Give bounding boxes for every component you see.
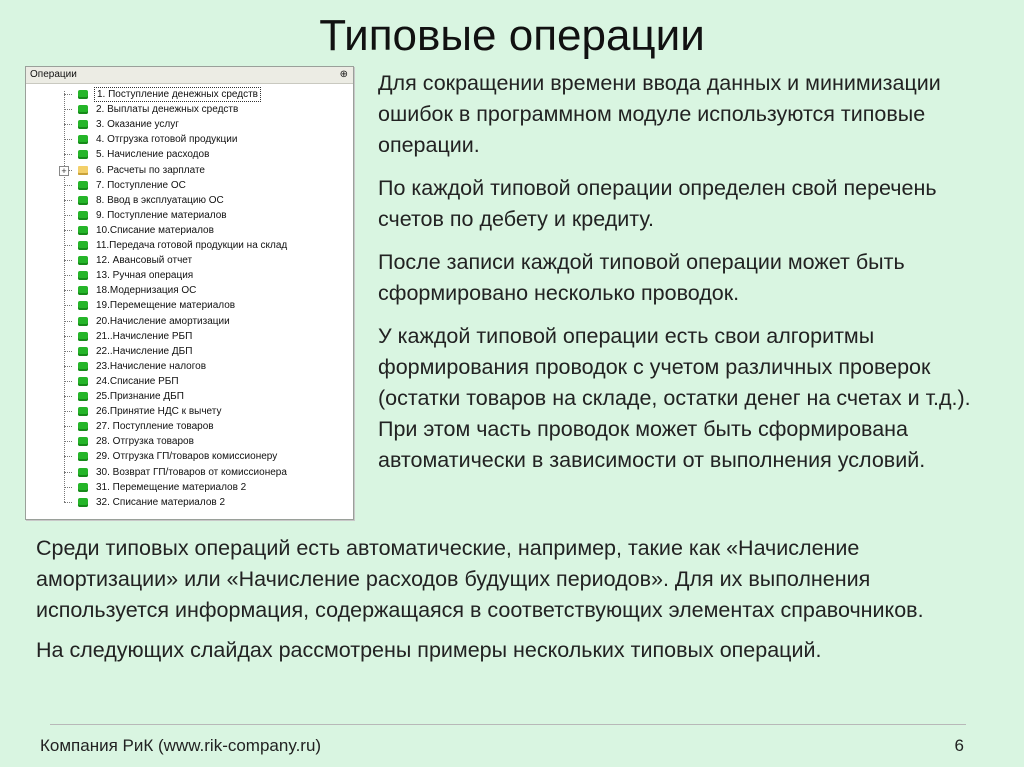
tree-connector [64,351,72,352]
pin-icon[interactable]: ⊕ [339,69,348,80]
operation-icon [78,135,88,144]
operation-icon [78,498,88,507]
tree-connector [64,200,72,201]
operation-icon [78,483,88,492]
panel-header [26,67,353,84]
tree-item[interactable] [26,102,346,117]
tree-item[interactable] [26,268,346,283]
operation-icon [78,332,88,341]
footer-company: Компания РиК (www.rik-company.ru) [40,736,322,755]
tree-item[interactable] [26,283,346,298]
tree-connector [64,396,72,397]
tree-connector [64,275,72,276]
operation-icon [78,452,88,461]
expand-icon[interactable]: + [59,166,69,176]
operation-icon [78,150,88,159]
tree-item[interactable] [26,298,346,313]
tree-item-label: 21..Начисление РБП [96,330,193,342]
tree-item[interactable] [26,208,346,223]
tree-connector [64,426,72,427]
operation-icon [78,105,88,114]
tree-item-label: 11.Передача готовой продукции на склад [96,240,288,251]
tree-connector [64,109,72,110]
tree-item[interactable] [26,87,346,102]
tree-connector [64,260,72,261]
tree-item-label: 12. Авансовый отчет [96,255,193,267]
operation-icon [78,196,88,205]
tree-connector [64,456,72,457]
tree-connector [64,290,72,291]
tree-item[interactable] [26,495,346,510]
paragraph: После записи каждой типовой операции может быть сформировано несколько проводок. [378,250,905,305]
tree-item-label: 9. Поступление материалов [96,209,227,221]
tree-item[interactable] [26,374,346,389]
operation-icon [78,271,88,280]
operation-icon [78,437,88,446]
paragraph: Для сокращении времени ввода данных и минимизации ошибок в программном модуле используются типовые операции. [378,71,941,157]
tree-item-label: 32. Списание материалов 2 [96,496,226,508]
operations-tree[interactable] [26,87,353,517]
operation-icon [78,407,88,416]
operation-icon [78,317,88,326]
tree-item-label: 30. Возврат ГП/товаров от комиссионера [96,466,287,478]
tree-connector [64,366,72,367]
tree-connector [64,336,72,337]
tree-item-label: 18.Модернизация ОС [96,285,197,297]
footer-divider [50,724,966,725]
bottom-text-block [36,533,996,675]
operation-icon [78,181,88,190]
tree-item-label: 19.Перемещение материалов [96,300,236,312]
paragraph: На следующих слайдах рассмотрены примеры нескольких типовых операций. [36,638,822,662]
tree-connector [64,381,72,382]
tree-item[interactable] [26,163,346,178]
tree-connector [64,185,72,186]
tree-item[interactable] [26,434,346,449]
tree-item[interactable] [26,117,346,132]
operation-icon [78,468,88,477]
page-number: 6 [954,736,964,755]
slide-title: Типовые операции [319,11,705,60]
tree-item-label: 4. Отгрузка готовой продукции [96,134,238,146]
right-text-block [378,68,978,488]
tree-connector [64,305,72,306]
tree-connector [64,94,72,95]
tree-connector [64,230,72,231]
folder-icon [78,166,88,175]
operation-icon [78,90,88,99]
operation-icon [78,256,88,265]
tree-item[interactable] [26,147,346,162]
operation-icon [78,377,88,386]
tree-connector [64,472,72,473]
tree-item[interactable] [26,449,346,464]
tree-item[interactable] [26,404,346,419]
operation-icon [78,226,88,235]
paragraph: У каждой типовой операции есть свои алгоритмы формирования проводок с учетом различных проверок (остатки товаров на складе, остатки денег на счетах и т.д.). При этом часть проводок может быть сформирована автоматически в зависимости от выполнения условий. [378,324,971,472]
tree-item[interactable] [26,465,346,480]
tree-item-label: 2. Выплаты денежных средств [96,104,239,116]
paragraph: По каждой типовой операции определен свой перечень счетов по дебету и кредиту. [378,176,937,231]
operation-icon [78,211,88,220]
tree-connector [64,124,72,125]
tree-item[interactable] [26,238,346,253]
operation-icon [78,347,88,356]
tree-item[interactable] [26,344,346,359]
tree-item-label: 29. Отгрузка ГП/товаров комиссионеру [96,451,278,463]
tree-item[interactable] [26,389,346,404]
tree-item-label: 7. Поступление ОС [96,179,186,191]
tree-connector [64,321,72,322]
paragraph: Среди типовых операций есть автоматические, например, такие как «Начисление амортизации» или «Начисление расходов будущих периодов». Для их выполнения используется информация, содержащаяся в соответствующих элементах справочников. [36,536,924,622]
operation-icon [78,392,88,401]
tree-item-label: 23.Начисление налогов [96,360,206,372]
tree-connector [64,215,72,216]
tree-item[interactable] [26,359,346,374]
panel-title: Операции [30,69,77,80]
tree-item[interactable] [26,132,346,147]
tree-item-label: 25.Признание ДБП [96,391,184,402]
tree-connector [64,441,72,442]
tree-item[interactable] [26,193,346,208]
tree-item[interactable] [26,253,346,268]
tree-item[interactable] [26,480,346,495]
tree-connector [64,487,72,488]
tree-connector [64,502,72,503]
tree-item-label: 10.Списание материалов [96,224,214,236]
tree-item-label: 1. Поступление денежных средств [94,87,261,102]
operation-icon [78,362,88,371]
tree-item-label: 5. Начисление расходов [96,149,210,161]
tree-item[interactable] [26,223,346,238]
tree-item-label: 27. Поступление товаров [96,421,214,433]
tree-connector [64,245,72,246]
tree-item-label: 13. Ручная операция [96,270,194,282]
operation-icon [78,120,88,129]
tree-connector [64,411,72,412]
tree-item[interactable] [26,314,346,329]
tree-item-label: 24.Списание РБП [96,375,179,387]
tree-connector [64,154,72,155]
tree-item[interactable] [26,329,346,344]
operation-icon [78,422,88,431]
tree-item-label: 28. Отгрузка товаров [96,436,194,448]
tree-item-label: 20.Начисление амортизации [96,315,230,327]
operation-icon [78,241,88,250]
tree-item[interactable] [26,178,346,193]
tree-item-label: 6. Расчеты по зарплате [96,164,205,176]
tree-item[interactable] [26,419,346,434]
tree-item-label: 31. Перемещение материалов 2 [96,481,247,493]
operation-icon [78,286,88,295]
tree-connector [64,139,72,140]
operations-tree-panel [25,66,354,520]
tree-item-label: 22..Начисление ДБП [96,345,193,357]
tree-item-label: 3. Оказание услуг [96,119,179,131]
tree-item-label: 8. Ввод в эксплуатацию ОС [96,194,224,206]
tree-item-label: 26.Принятие НДС к вычету [96,406,222,418]
operation-icon [78,301,88,310]
